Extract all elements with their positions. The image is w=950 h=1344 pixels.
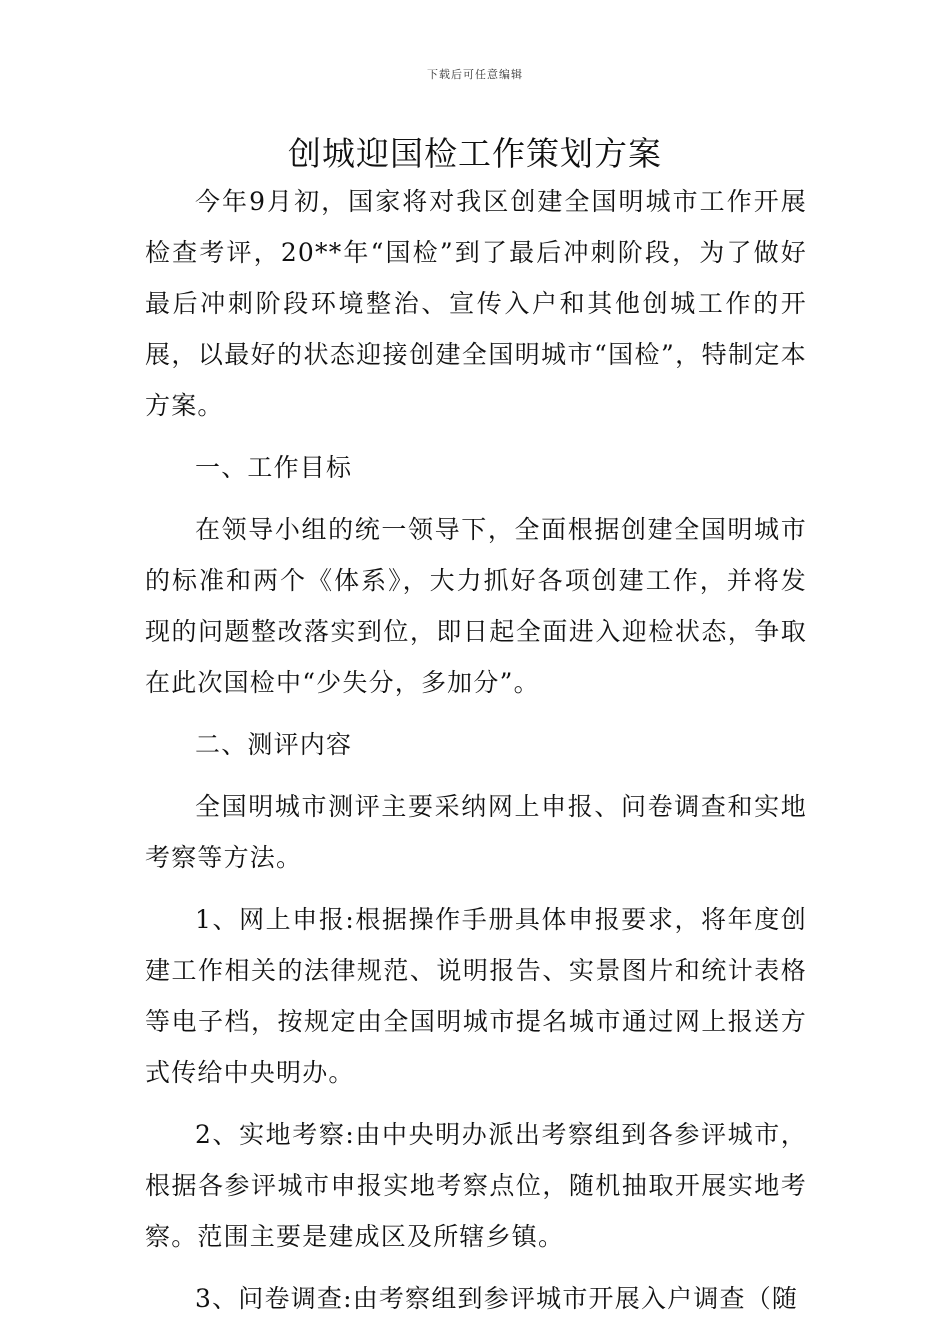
intro-paragraph: 今年9月初，国家将对我区创建全国明城市工作开展检查考评，20**年“国检”到了最后冲刺阶段，为了做好最后冲刺阶段环境整治、宣传入户和其他创城工作的开展，以最好的状态迎接创建全国明城市“国检”，特制定本方案。 xyxy=(145,187,807,420)
section-heading-content: 二、测评内容 xyxy=(195,730,353,759)
item-questionnaire: 3、问卷调查:由考察组到参评城市开展入户调查（随 xyxy=(195,1284,799,1313)
item-site-inspection: 2、实地考察:由中央明办派出考察组到各参评城市，根据各参评城市申报实地考察点位，随机抽取开展实地考察。范围主要是建成区及所辖乡镇。 xyxy=(145,1120,807,1251)
document-body xyxy=(145,176,807,1324)
section-heading-goals: 一、工作目标 xyxy=(195,453,353,482)
header-note: 下载后可任意编辑 xyxy=(427,68,523,81)
document-title: 创城迎国检工作策划方案 xyxy=(288,134,662,173)
content-paragraph: 全国明城市测评主要采纳网上申报、问卷调查和实地考察等方法。 xyxy=(145,792,807,872)
goals-paragraph: 在领导小组的统一领导下，全面根据创建全国明城市的标准和两个《体系》，大力抓好各项创建工作，并将发现的问题整改落实到位，即日起全面进入迎检状态，争取在此次国检中“少失分，多加分”。 xyxy=(145,515,807,697)
item-online-report: 1、网上申报:根据操作手册具体申报要求，将年度创建工作相关的法律规范、说明报告、实景图片和统计表格等电子档，按规定由全国明城市提名城市通过网上报送方式传给中央明办。 xyxy=(145,905,807,1087)
